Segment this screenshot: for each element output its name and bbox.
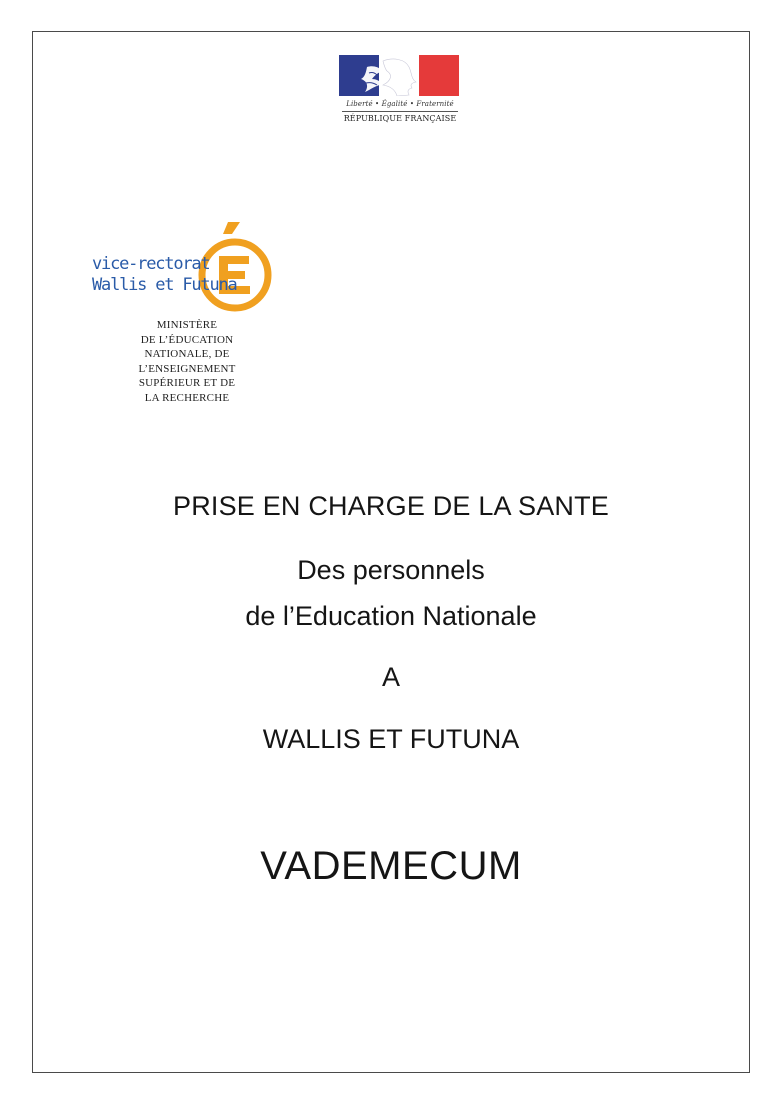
logo-rule — [342, 111, 458, 112]
ministry-line: SUPÉRIEUR ET DE — [138, 377, 236, 390]
page-border — [32, 31, 750, 1073]
document-title-line1: PRISE EN CHARGE DE LA SANTE — [172, 491, 609, 521]
republic-name: RÉPUBLIQUE FRANÇAISE — [343, 114, 457, 123]
ministry-line: NATIONALE, DE — [144, 348, 230, 361]
vice-rectorat-wordmark — [92, 254, 237, 296]
republique-francaise-logo — [338, 55, 462, 129]
document-title-line4: A — [381, 662, 400, 692]
ministry-line: MINISTÈRE — [156, 319, 218, 331]
document-title-line2: Des personnels — [297, 555, 485, 585]
ministry-line: LA RECHERCHE — [144, 391, 230, 404]
vice-rectorat-line2: Wallis et Futuna — [92, 275, 237, 295]
document-title-line5: WALLIS ET FUTUNA — [262, 724, 520, 754]
document-title-line3: de l’Education Nationale — [245, 601, 537, 631]
ministry-line: L’ENSEIGNEMENT — [138, 362, 236, 375]
ministry-label — [128, 318, 246, 406]
vice-rectorat-line1: vice-rectorat — [92, 254, 210, 274]
republic-motto: Liberté • Égalité • Fraternité — [346, 100, 454, 108]
ministry-line: DE L’ÉDUCATION — [140, 333, 234, 346]
document-main-title: VADEMECUM — [260, 844, 522, 888]
vice-rectorat-logo — [92, 220, 292, 310]
marianne-flag-icon — [339, 55, 459, 96]
